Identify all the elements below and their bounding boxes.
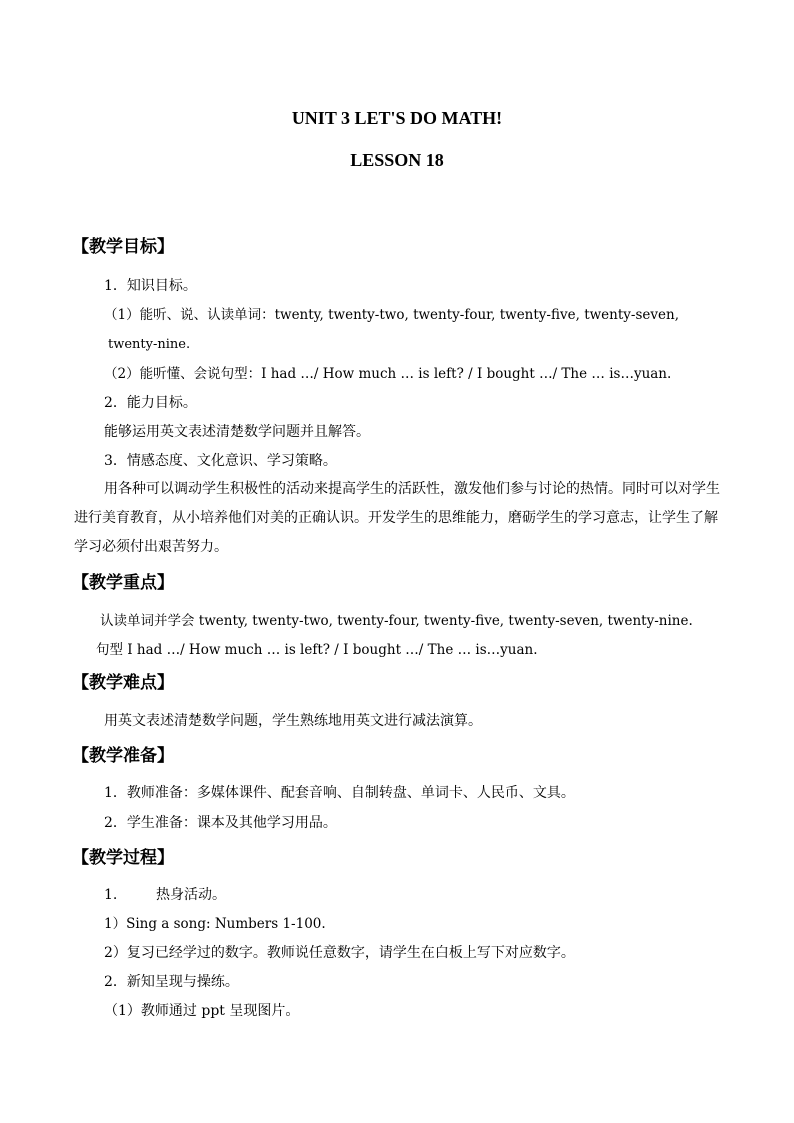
process-step1-review: 2）复习已经学过的数字。教师说任意数字，请学生在白板上写下对应数字。 (104, 945, 575, 961)
objectives-heading: 【教学目标】 (72, 237, 174, 257)
keypoints-heading: 【教学重点】 (72, 573, 174, 593)
unit-title: UNIT 3 LET'S DO MATH! (291, 108, 503, 128)
preparation-teacher: 1．教师准备：多媒体课件、配套音响、自制转盘、单词卡、人民币、文具。 (104, 785, 575, 801)
process-step2-title: 2．新知呈现与操练。 (104, 974, 239, 990)
objective-ability: 2．能力目标。 (104, 395, 197, 411)
process-heading: 【教学过程】 (72, 848, 174, 868)
objective-attitude-text: 用各种可以调动学生积极性的活动来提高学生的活跃性，激发他们参与讨论的热情。同时可以对学生进行美育教育，从小培养他们对美的正确认识。开发学生的思维能力，磨砺学生的学习意志，让学生了解学习必须付出艰苦努力。 (74, 481, 720, 555)
keypoints-sentences: 句型 I had …/ How much … is left? / I bought …/ The … is…yuan. (96, 642, 538, 658)
process-step1-title: 热身活动。 (156, 887, 226, 903)
objective-knowledge-words: （1）能听、说、认读单词：twenty, twenty-two, twenty-four, twenty-five, twenty-seven, (104, 307, 679, 323)
lesson-title: LESSON 18 (350, 150, 444, 170)
preparation-heading: 【教学准备】 (72, 746, 174, 766)
process-step2-ppt: （1）教师通过 ppt 呈现图片。 (104, 1003, 300, 1019)
objective-attitude: 3．情感态度、文化意识、学习策略。 (104, 453, 337, 469)
preparation-student: 2．学生准备：课本及其他学习用品。 (104, 815, 337, 831)
objective-knowledge: 1．知识目标。 (104, 278, 197, 294)
objective-knowledge-words-cont: twenty-nine. (108, 337, 191, 352)
objective-knowledge-sentences: （2）能听懂、会说句型：I had …/ How much … is left? / I bought …/ The … is…yuan. (104, 366, 672, 382)
difficulties-heading: 【教学难点】 (72, 673, 174, 693)
difficulties-text: 用英文表述清楚数学问题，学生熟练地用英文进行减法演算。 (104, 713, 482, 729)
process-step1-number: 1. (104, 887, 118, 903)
objective-ability-text: 能够运用英文表述清楚数学问题并且解答。 (104, 424, 370, 440)
keypoints-words: 认读单词并学会 twenty, twenty-two, twenty-four, twenty-five, twenty-seven, twenty-nine. (100, 613, 693, 629)
process-step1-song: 1）Sing a song: Numbers 1-100. (104, 916, 326, 932)
